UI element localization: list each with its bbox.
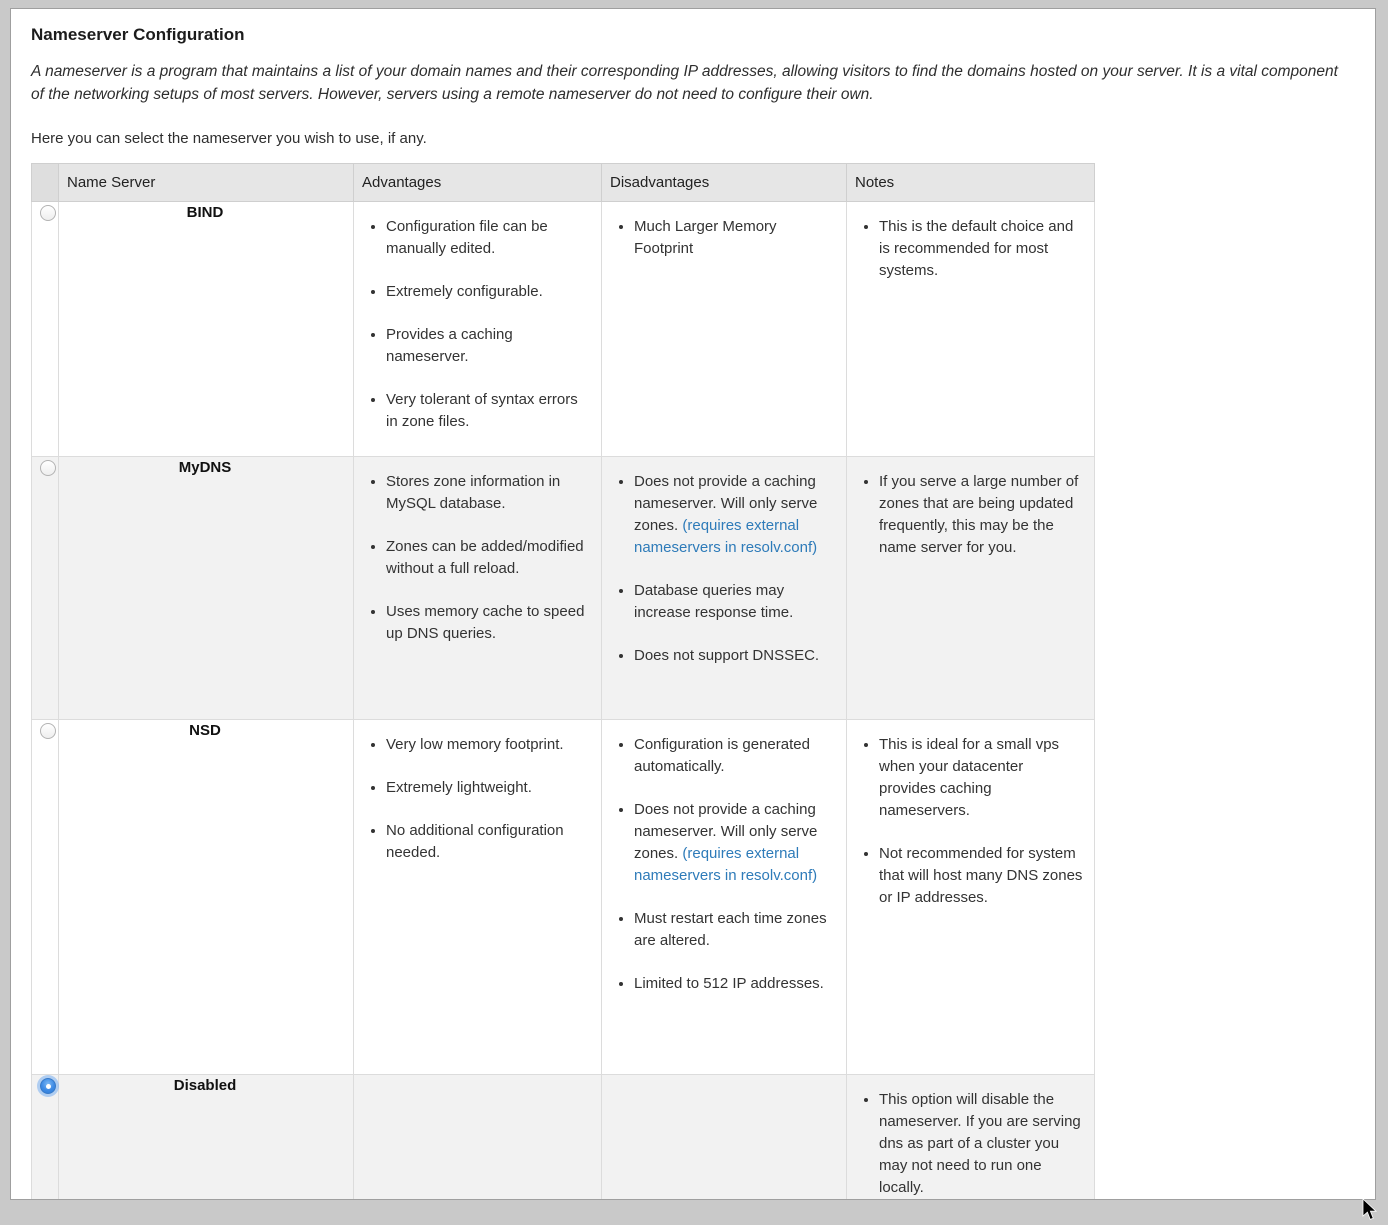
page-background-strip xyxy=(0,1200,1388,1225)
advantages-item xyxy=(386,536,591,580)
notes-list xyxy=(855,216,1084,282)
disadvantages-item-text: Much Larger Memory Footprint xyxy=(634,218,777,257)
disadvantages-item-text: Must restart each time zones are altered. xyxy=(634,910,827,949)
name-cell: Disabled xyxy=(59,1075,354,1201)
name-cell: MyDNS xyxy=(59,457,354,720)
disadvantages-cell xyxy=(602,457,847,720)
notes-item xyxy=(879,1089,1084,1199)
radio-disabled-selected[interactable] xyxy=(40,1078,56,1094)
column-header-disadvantages: Disadvantages xyxy=(602,164,847,202)
advantages-item-text: Zones can be added/modified without a full reload. xyxy=(386,538,584,577)
advantages-item xyxy=(386,734,591,756)
radio-mydns[interactable] xyxy=(40,460,56,476)
page-title: Nameserver Configuration xyxy=(31,25,245,44)
advantages-list xyxy=(362,471,591,645)
disadvantages-list xyxy=(610,216,836,260)
disadvantages-item-text: Does not support DNSSEC. xyxy=(634,647,820,664)
disadvantages-list xyxy=(610,471,836,667)
advantages-item xyxy=(386,281,591,303)
advantages-item xyxy=(386,777,591,799)
disadvantages-item xyxy=(634,645,836,667)
advantages-item-text: Configuration file can be manually edited. xyxy=(386,218,548,257)
advantages-item xyxy=(386,324,591,368)
notes-item-text: Not recommended for system that will host many DNS zones or IP addresses. xyxy=(879,845,1083,906)
advantages-item xyxy=(386,820,591,864)
table-header-row xyxy=(32,164,1095,202)
radio-cell xyxy=(32,1075,59,1201)
advantages-item-text: Uses memory cache to speed up DNS queries. xyxy=(386,603,585,642)
notes-item xyxy=(879,843,1084,909)
notes-list xyxy=(855,1089,1084,1199)
radio-nsd[interactable] xyxy=(40,723,56,739)
disadvantages-item xyxy=(634,471,836,559)
advantages-list xyxy=(362,734,591,864)
radio-cell xyxy=(32,720,59,1075)
column-header-notes: Notes xyxy=(847,164,1095,202)
disadvantages-item-text: Does not provide a caching nameserver. Will only serve zones. xyxy=(634,801,818,862)
radio-cell xyxy=(32,457,59,720)
name-cell: NSD xyxy=(59,720,354,1075)
header-radio-column xyxy=(32,164,59,202)
advantages-item-text: Provides a caching nameserver. xyxy=(386,326,513,365)
advantages-item-text: Stores zone information in MySQL database. xyxy=(386,473,561,512)
column-header-advantages: Advantages xyxy=(354,164,602,202)
advantages-item-text: Extremely lightweight. xyxy=(386,779,532,796)
advantages-item xyxy=(386,471,591,515)
disadvantages-item xyxy=(634,973,836,995)
advantages-cell xyxy=(354,457,602,720)
advantages-item xyxy=(386,601,591,645)
disadvantages-item-text: Does not provide a caching nameserver. Will only serve zones. xyxy=(634,473,818,534)
table-row-disabled xyxy=(32,1075,1095,1201)
notes-item-text: This is the default choice and is recommended for most systems. xyxy=(879,218,1074,279)
disadvantages-item xyxy=(634,216,836,260)
advantages-cell xyxy=(354,1075,602,1201)
notes-list xyxy=(855,734,1084,909)
name-cell: BIND xyxy=(59,202,354,457)
advantages-item-text: Extremely configurable. xyxy=(386,283,543,300)
advantages-item-text: Very low memory footprint. xyxy=(386,736,564,753)
notes-item xyxy=(879,734,1084,822)
notes-cell xyxy=(847,720,1095,1075)
notes-item-text: This is ideal for a small vps when your datacenter provides caching nameservers. xyxy=(879,736,1060,819)
disadvantages-list xyxy=(610,734,836,995)
radio-cell xyxy=(32,202,59,457)
resolv-conf-link[interactable]: (requires external nameservers in resolv.conf) xyxy=(634,517,818,556)
disadvantages-item xyxy=(634,580,836,624)
notes-item xyxy=(879,471,1084,559)
disadvantages-item xyxy=(634,734,836,778)
select-prompt: Here you can select the nameserver you wish to use, if any. xyxy=(31,130,427,147)
disadvantages-item-text: Configuration is generated automatically. xyxy=(634,736,810,775)
advantages-item-text: Very tolerant of syntax errors in zone files. xyxy=(386,391,578,430)
notes-item xyxy=(879,216,1084,282)
advantages-list xyxy=(362,216,591,433)
table-header xyxy=(32,164,1095,202)
nameserver-config-panel xyxy=(10,8,1376,1200)
disadvantages-cell xyxy=(602,1075,847,1201)
table-row-nsd xyxy=(32,720,1095,1075)
disadvantages-item xyxy=(634,908,836,952)
intro-paragraph: A nameserver is a program that maintains a list of your domain names and their corresponding IP addresses, allowing visitors to find the domains hosted on your server. It is a vital component of the networking setups of most servers. However, servers using a remote nameserver do not need to configure their own. xyxy=(31,63,1338,103)
disadvantages-cell xyxy=(602,720,847,1075)
resolv-conf-link[interactable]: (requires external nameservers in resolv.conf) xyxy=(634,845,818,884)
notes-cell xyxy=(847,457,1095,720)
column-header-name-server: Name Server xyxy=(59,164,354,202)
radio-bind[interactable] xyxy=(40,205,56,221)
notes-item-text: If you serve a large number of zones that are being updated frequently, this may be the name server for you. xyxy=(879,473,1079,556)
advantages-cell xyxy=(354,202,602,457)
table-row-bind xyxy=(32,202,1095,457)
advantages-item-text: No additional configuration needed. xyxy=(386,822,564,861)
advantages-item xyxy=(386,216,591,260)
notes-item-text: This option will disable the nameserver. If you are serving dns as part of a cluster you may not need to run one locally. xyxy=(879,1091,1081,1196)
notes-cell xyxy=(847,202,1095,457)
notes-cell xyxy=(847,1075,1095,1201)
table-row-mydns xyxy=(32,457,1095,720)
notes-list xyxy=(855,471,1084,559)
disadvantages-item-text: Database queries may increase response time. xyxy=(634,582,794,621)
disadvantages-cell xyxy=(602,202,847,457)
nameserver-table xyxy=(31,163,1095,1200)
disadvantages-item-text: Limited to 512 IP addresses. xyxy=(634,975,824,992)
disadvantages-item xyxy=(634,799,836,887)
advantages-cell xyxy=(354,720,602,1075)
advantages-item xyxy=(386,389,591,433)
